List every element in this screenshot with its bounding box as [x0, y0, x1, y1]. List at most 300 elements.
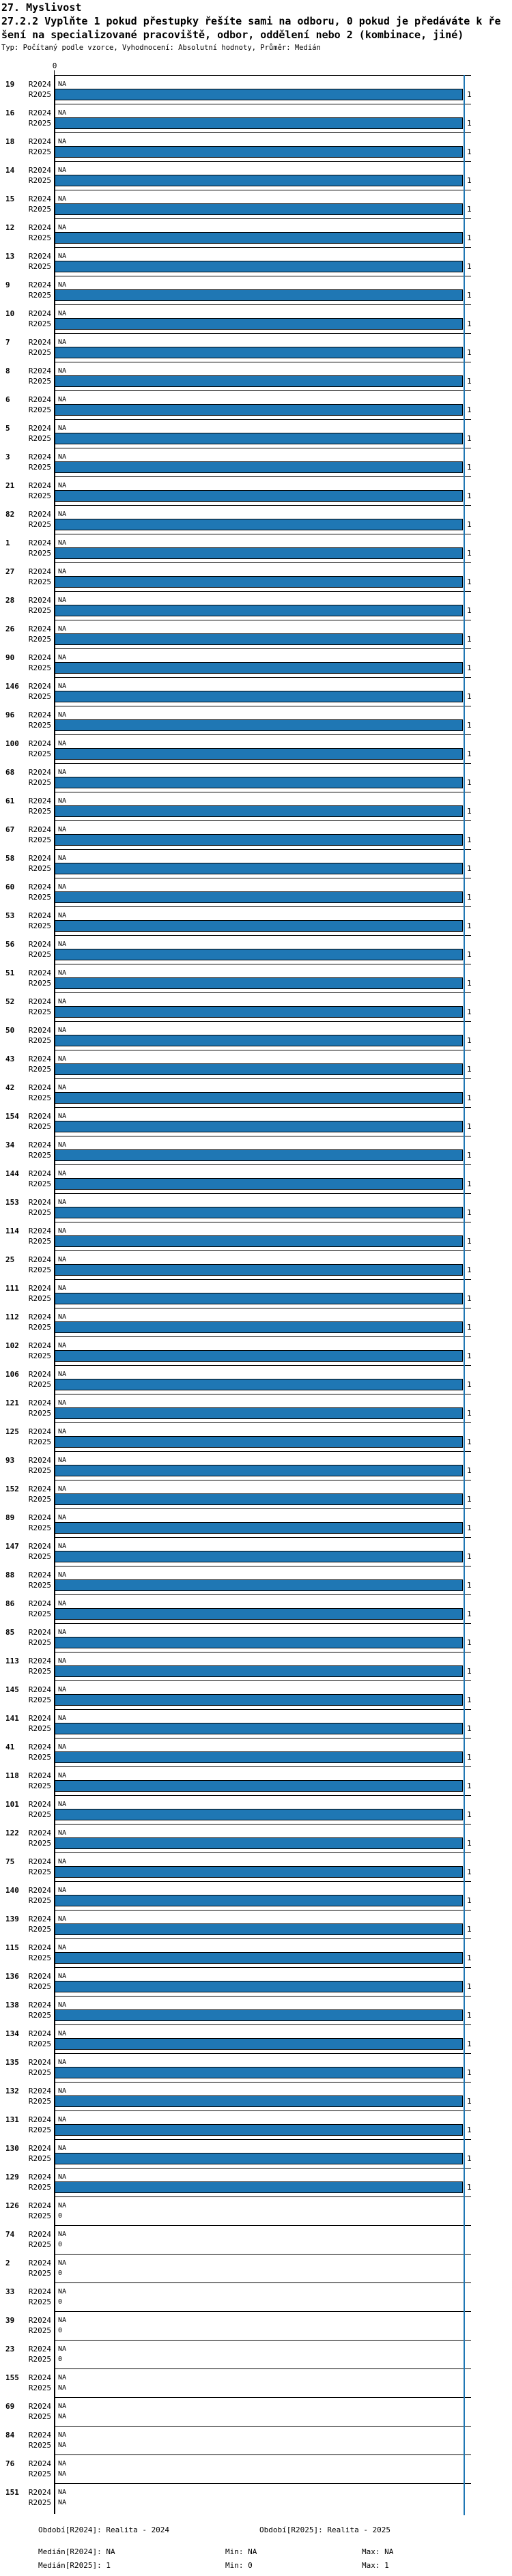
chart-group — [0, 906, 512, 935]
value-r2024: NA — [58, 109, 67, 117]
group-id-label: 139 — [5, 1915, 19, 1923]
chart-group — [0, 2340, 512, 2369]
group-id-label: 136 — [5, 1972, 19, 1981]
row-label-r2025: R2025 — [28, 606, 51, 615]
group-id-label: 111 — [5, 1284, 19, 1293]
group-separator-line — [55, 1766, 471, 1767]
chart-group — [0, 190, 512, 218]
bar-value-label: 1 — [467, 1954, 472, 1962]
bar-r2025 — [55, 1694, 463, 1706]
bar-value-label: 1 — [467, 979, 472, 988]
row-label-r2025: R2025 — [28, 2498, 51, 2507]
value-r2024: NA — [58, 539, 67, 547]
bar-value-label: 1 — [467, 2068, 472, 2077]
value-r2024: NA — [58, 1084, 67, 1091]
value-r2024: NA — [58, 453, 67, 461]
group-id-label: 82 — [5, 510, 15, 519]
bar-value-label: 1 — [467, 1437, 472, 1446]
bar-value-label: 1 — [467, 2097, 472, 2106]
bar-value-label: 1 — [467, 1208, 472, 1217]
row-label-r2025: R2025 — [28, 2412, 51, 2421]
group-id-label: 58 — [5, 854, 15, 863]
value-r2024: NA — [58, 195, 67, 203]
chart-meta-info: Typ: Počítaný podle vzorce, Vyhodnocení: Absolutní hodnoty, Průměr: Medián — [1, 44, 321, 52]
row-label-r2024: R2024 — [28, 1571, 51, 1579]
value-r2024: NA — [58, 1629, 67, 1636]
group-id-label: 42 — [5, 1083, 15, 1092]
row-label-r2025: R2025 — [28, 2326, 51, 2335]
row-label-r2024: R2024 — [28, 195, 51, 203]
value-r2024: NA — [58, 482, 67, 489]
value-r2024: NA — [58, 511, 67, 518]
row-label-r2025: R2025 — [28, 2240, 51, 2249]
chart-group — [0, 562, 512, 591]
chart-group — [0, 2254, 512, 2282]
row-label-r2024: R2024 — [28, 1141, 51, 1149]
bar-value-label: 1 — [467, 749, 472, 758]
bar-value-label: 1 — [467, 147, 472, 156]
value-r2024: NA — [58, 2374, 67, 2381]
footer-median-r2025: Medián[R2025]: 1 — [38, 2561, 111, 2570]
bar-value-label: 1 — [467, 2040, 472, 2048]
chart-group — [0, 1336, 512, 1365]
row-label-r2025: R2025 — [28, 2011, 51, 2020]
row-label-r2025: R2025 — [28, 319, 51, 328]
row-label-r2024: R2024 — [28, 1313, 51, 1321]
row-label-r2025: R2025 — [28, 1237, 51, 1246]
group-separator-line — [55, 2053, 471, 2054]
bar-r2025 — [55, 834, 463, 846]
bar-r2025 — [55, 1866, 463, 1878]
bar-r2025 — [55, 1293, 463, 1304]
bar-r2025 — [55, 1895, 463, 1906]
value-r2025: NA — [58, 2413, 67, 2420]
chart-group — [0, 1967, 512, 1996]
row-label-r2025: R2025 — [28, 262, 51, 271]
bar-r2025 — [55, 1493, 463, 1505]
bar-value-label: 1 — [467, 291, 472, 300]
row-label-r2025: R2025 — [28, 1380, 51, 1389]
row-label-r2025: R2025 — [28, 1294, 51, 1303]
row-label-r2024: R2024 — [28, 1972, 51, 1981]
bar-r2025 — [55, 461, 463, 473]
row-label-r2025: R2025 — [28, 1065, 51, 1074]
group-separator-line — [55, 1938, 471, 1939]
group-separator-line — [55, 763, 471, 764]
bar-value-label: 1 — [467, 921, 472, 930]
bar-r2025 — [55, 891, 463, 903]
bar-value-label: 1 — [467, 1179, 472, 1188]
group-id-label: 155 — [5, 2373, 19, 2382]
group-separator-line — [55, 677, 471, 678]
row-label-r2024: R2024 — [28, 252, 51, 261]
row-label-r2025: R2025 — [28, 377, 51, 386]
row-label-r2025: R2025 — [28, 1409, 51, 1418]
value-r2025: NA — [58, 2470, 67, 2478]
chart-group — [0, 1222, 512, 1250]
group-separator-line — [55, 2282, 471, 2283]
group-id-label: 9 — [5, 281, 10, 289]
value-r2024: NA — [58, 826, 67, 833]
chart-group — [0, 1594, 512, 1623]
group-id-label: 1 — [5, 539, 10, 547]
bar-r2025 — [55, 2181, 463, 2193]
chart-group — [0, 448, 512, 476]
row-label-r2024: R2024 — [28, 1255, 51, 1264]
row-label-r2025: R2025 — [28, 1036, 51, 1045]
chart-group — [0, 792, 512, 820]
chart-group — [0, 2369, 512, 2397]
bar-r2025 — [55, 1981, 463, 1992]
chart-group — [0, 161, 512, 190]
value-r2025: 0 — [58, 2298, 63, 2306]
group-id-label: 145 — [5, 1685, 19, 1694]
group-separator-line — [55, 906, 471, 907]
value-r2024: NA — [58, 2460, 67, 2467]
row-label-r2024: R2024 — [28, 768, 51, 777]
footer-period-r2025: Období[R2025]: Realita - 2025 — [259, 2525, 391, 2534]
chart-group — [0, 1422, 512, 1451]
group-id-label: 125 — [5, 1427, 19, 1436]
row-label-r2025: R2025 — [28, 1867, 51, 1876]
row-label-r2025: R2025 — [28, 1523, 51, 1532]
value-r2024: NA — [58, 1829, 67, 1837]
bar-value-label: 1 — [467, 1351, 472, 1360]
bar-r2025 — [55, 1665, 463, 1677]
bar-r2025 — [55, 1608, 463, 1620]
row-label-r2024: R2024 — [28, 854, 51, 863]
value-r2024: NA — [58, 625, 67, 633]
group-separator-line — [55, 75, 471, 76]
bar-r2025 — [55, 1723, 463, 1734]
chart-group — [0, 1910, 512, 1938]
row-label-r2024: R2024 — [28, 940, 51, 949]
bar-r2025 — [55, 576, 463, 588]
row-label-r2024: R2024 — [28, 797, 51, 805]
bar-r2025 — [55, 1350, 463, 1362]
bar-value-label: 1 — [467, 1724, 472, 1733]
row-label-r2025: R2025 — [28, 2154, 51, 2163]
row-label-r2025: R2025 — [28, 2212, 51, 2220]
chart-group — [0, 1308, 512, 1336]
bar-value-label: 1 — [467, 1409, 472, 1418]
row-label-r2024: R2024 — [28, 1227, 51, 1235]
chart-group — [0, 591, 512, 620]
value-r2024: NA — [58, 1285, 67, 1292]
bar-value-label: 1 — [467, 950, 472, 959]
bar-value-label: 1 — [467, 663, 472, 672]
row-label-r2024: R2024 — [28, 2287, 51, 2296]
row-label-r2024: R2024 — [28, 1800, 51, 1809]
chart-group — [0, 1623, 512, 1652]
chart-group — [0, 734, 512, 763]
value-r2024: NA — [58, 2231, 67, 2238]
group-id-label: 138 — [5, 2001, 19, 2009]
group-separator-line — [55, 734, 471, 735]
bar-r2025 — [55, 175, 463, 186]
median-reference-line — [464, 75, 465, 2515]
bar-value-label: 1 — [467, 1867, 472, 1876]
group-id-label: 96 — [5, 711, 15, 719]
row-label-r2025: R2025 — [28, 2355, 51, 2364]
value-r2024: NA — [58, 1715, 67, 1722]
chart-group — [0, 1852, 512, 1881]
row-label-r2025: R2025 — [28, 1007, 51, 1016]
value-r2024: NA — [58, 597, 67, 604]
chart-group — [0, 2225, 512, 2254]
group-id-label: 41 — [5, 1743, 15, 1751]
row-label-r2024: R2024 — [28, 1485, 51, 1493]
x-axis-zero-tick-label: 0 — [52, 61, 57, 70]
group-id-label: 153 — [5, 1198, 19, 1207]
row-label-r2024: R2024 — [28, 2488, 51, 2497]
bar-r2025 — [55, 1063, 463, 1075]
value-r2024: NA — [58, 1457, 67, 1464]
group-id-label: 134 — [5, 2029, 19, 2038]
chart-group — [0, 1709, 512, 1738]
bar-r2025 — [55, 1092, 463, 1104]
bar-r2025 — [55, 1207, 463, 1218]
group-separator-line — [55, 2139, 471, 2140]
value-r2024: NA — [58, 1801, 67, 1808]
bar-r2025 — [55, 662, 463, 674]
row-label-r2024: R2024 — [28, 80, 51, 89]
row-label-r2024: R2024 — [28, 1055, 51, 1063]
bar-r2025 — [55, 375, 463, 387]
group-id-label: 89 — [5, 1513, 15, 1522]
bar-r2025 — [55, 1522, 463, 1534]
row-label-r2024: R2024 — [28, 338, 51, 347]
row-label-r2025: R2025 — [28, 205, 51, 214]
bar-r2025 — [55, 519, 463, 530]
value-r2024: NA — [58, 2202, 67, 2209]
row-label-r2024: R2024 — [28, 567, 51, 576]
bar-value-label: 1 — [467, 1466, 472, 1475]
value-r2025: NA — [58, 2384, 67, 2392]
bar-r2025 — [55, 404, 463, 416]
value-r2024: NA — [58, 2059, 67, 2066]
chart-group — [0, 1394, 512, 1422]
group-separator-line — [55, 2082, 471, 2083]
group-id-label: 16 — [5, 109, 15, 117]
chart-group — [0, 1078, 512, 1107]
value-r2024: NA — [58, 969, 67, 977]
bar-value-label: 1 — [467, 1753, 472, 1762]
row-label-r2024: R2024 — [28, 1829, 51, 1837]
bar-value-label: 1 — [467, 635, 472, 644]
group-id-label: 144 — [5, 1169, 19, 1178]
chart-group — [0, 1508, 512, 1537]
group-id-label: 5 — [5, 424, 10, 433]
value-r2024: NA — [58, 1858, 67, 1865]
bar-r2025 — [55, 1121, 463, 1132]
row-label-r2025: R2025 — [28, 119, 51, 128]
chart-group — [0, 1795, 512, 1824]
group-id-label: 25 — [5, 1255, 15, 1264]
group-separator-line — [55, 218, 471, 219]
bar-value-label: 1 — [467, 205, 472, 214]
row-label-r2025: R2025 — [28, 405, 51, 414]
group-separator-line — [55, 1709, 471, 1710]
row-label-r2025: R2025 — [28, 1351, 51, 1360]
value-r2024: NA — [58, 1514, 67, 1521]
group-separator-line — [55, 2311, 471, 2312]
row-label-r2024: R2024 — [28, 1599, 51, 1608]
chart-group — [0, 132, 512, 161]
group-separator-line — [55, 2110, 471, 2111]
group-separator-line — [55, 247, 471, 248]
row-label-r2025: R2025 — [28, 491, 51, 500]
bar-value-label: 1 — [467, 176, 472, 185]
group-id-label: 14 — [5, 166, 15, 175]
bar-value-label: 1 — [467, 1523, 472, 1532]
bar-value-label: 1 — [467, 491, 472, 500]
group-id-label: 85 — [5, 1628, 15, 1637]
group-id-label: 132 — [5, 2087, 19, 2095]
bar-r2025 — [55, 347, 463, 358]
row-label-r2025: R2025 — [28, 2269, 51, 2278]
row-label-r2025: R2025 — [28, 147, 51, 156]
row-label-r2025: R2025 — [28, 1839, 51, 1848]
group-id-label: 101 — [5, 1800, 19, 1809]
chart-group — [0, 1566, 512, 1594]
group-id-label: 93 — [5, 1456, 15, 1465]
group-id-label: 121 — [5, 1399, 19, 1407]
bar-value-label: 1 — [467, 549, 472, 558]
group-id-label: 2 — [5, 2259, 10, 2267]
group-id-label: 90 — [5, 653, 15, 662]
value-r2024: NA — [58, 2173, 67, 2181]
chart-group — [0, 1480, 512, 1508]
chart-group — [0, 362, 512, 390]
chart-group — [0, 247, 512, 276]
bar-value-label: 1 — [467, 1380, 472, 1389]
row-label-r2024: R2024 — [28, 1915, 51, 1923]
bar-value-label: 1 — [467, 1294, 472, 1303]
row-label-r2025: R2025 — [28, 635, 51, 644]
group-separator-line — [55, 1078, 471, 1079]
bar-value-label: 1 — [467, 1495, 472, 1504]
row-label-r2024: R2024 — [28, 2173, 51, 2181]
group-separator-line — [55, 1021, 471, 1022]
row-label-r2024: R2024 — [28, 510, 51, 519]
bar-r2025 — [55, 1407, 463, 1419]
bar-r2025 — [55, 2124, 463, 2136]
row-label-r2024: R2024 — [28, 2201, 51, 2210]
group-id-label: 50 — [5, 1026, 15, 1035]
row-label-r2024: R2024 — [28, 2431, 51, 2439]
bar-value-label: 1 — [467, 1237, 472, 1246]
bar-r2025 — [55, 1637, 463, 1648]
chart-group — [0, 419, 512, 448]
group-id-label: 33 — [5, 2287, 15, 2296]
chart-group — [0, 1996, 512, 2024]
chart-group — [0, 218, 512, 247]
row-label-r2024: R2024 — [28, 1857, 51, 1866]
row-label-r2024: R2024 — [28, 1685, 51, 1694]
chart-group — [0, 706, 512, 734]
row-label-r2025: R2025 — [28, 893, 51, 902]
bar-r2025 — [55, 203, 463, 215]
group-id-label: 135 — [5, 2058, 19, 2067]
bar-r2025 — [55, 748, 463, 760]
bar-r2025 — [55, 863, 463, 874]
value-r2024: NA — [58, 1887, 67, 1894]
group-separator-line — [55, 2483, 471, 2484]
group-id-label: 39 — [5, 2316, 15, 2325]
chart-group — [0, 763, 512, 792]
row-label-r2025: R2025 — [28, 921, 51, 930]
row-label-r2024: R2024 — [28, 166, 51, 175]
row-label-r2024: R2024 — [28, 1026, 51, 1035]
row-label-r2025: R2025 — [28, 950, 51, 959]
bar-value-label: 1 — [467, 721, 472, 730]
group-separator-line — [55, 1967, 471, 1968]
bar-r2025 — [55, 949, 463, 960]
bar-value-label: 1 — [467, 348, 472, 357]
value-r2024: NA — [58, 425, 67, 432]
row-label-r2024: R2024 — [28, 1657, 51, 1665]
value-r2024: NA — [58, 367, 67, 375]
chart-group — [0, 1050, 512, 1078]
row-label-r2024: R2024 — [28, 1743, 51, 1751]
group-id-label: 67 — [5, 825, 15, 834]
group-id-label: 118 — [5, 1771, 19, 1780]
row-label-r2024: R2024 — [28, 883, 51, 891]
row-label-r2025: R2025 — [28, 463, 51, 472]
chart-group — [0, 534, 512, 562]
group-id-label: 68 — [5, 768, 15, 777]
group-id-label: 76 — [5, 2459, 15, 2468]
row-label-r2025: R2025 — [28, 1667, 51, 1676]
value-r2024: NA — [58, 2431, 67, 2439]
row-label-r2025: R2025 — [28, 549, 51, 558]
row-label-r2025: R2025 — [28, 1724, 51, 1733]
bar-r2025 — [55, 547, 463, 559]
group-separator-line — [55, 1451, 471, 1452]
bar-r2025 — [55, 1751, 463, 1763]
chart-group — [0, 1824, 512, 1852]
group-separator-line — [55, 1795, 471, 1796]
value-r2024: NA — [58, 1113, 67, 1120]
bar-value-label: 1 — [467, 1609, 472, 1618]
bar-r2025 — [55, 2153, 463, 2164]
value-r2024: NA — [58, 1973, 67, 1980]
chart-group — [0, 2196, 512, 2225]
value-r2024: NA — [58, 1428, 67, 1435]
group-id-label: 154 — [5, 1112, 19, 1121]
value-r2024: NA — [58, 2087, 67, 2095]
bar-value-label: 1 — [467, 1122, 472, 1131]
chart-group — [0, 1766, 512, 1795]
value-r2024: NA — [58, 1600, 67, 1607]
row-label-r2024: R2024 — [28, 1399, 51, 1407]
row-label-r2025: R2025 — [28, 778, 51, 787]
group-id-label: 3 — [5, 453, 10, 461]
value-r2024: NA — [58, 1915, 67, 1923]
value-r2024: NA — [58, 912, 67, 919]
bar-value-label: 1 — [467, 2126, 472, 2134]
row-label-r2024: R2024 — [28, 453, 51, 461]
row-label-r2024: R2024 — [28, 2115, 51, 2124]
bar-r2025 — [55, 490, 463, 502]
row-label-r2024: R2024 — [28, 309, 51, 318]
row-label-r2025: R2025 — [28, 1122, 51, 1131]
group-separator-line — [55, 1852, 471, 1853]
row-label-r2024: R2024 — [28, 1542, 51, 1551]
chart-group — [0, 2168, 512, 2196]
chart-group — [0, 1537, 512, 1566]
